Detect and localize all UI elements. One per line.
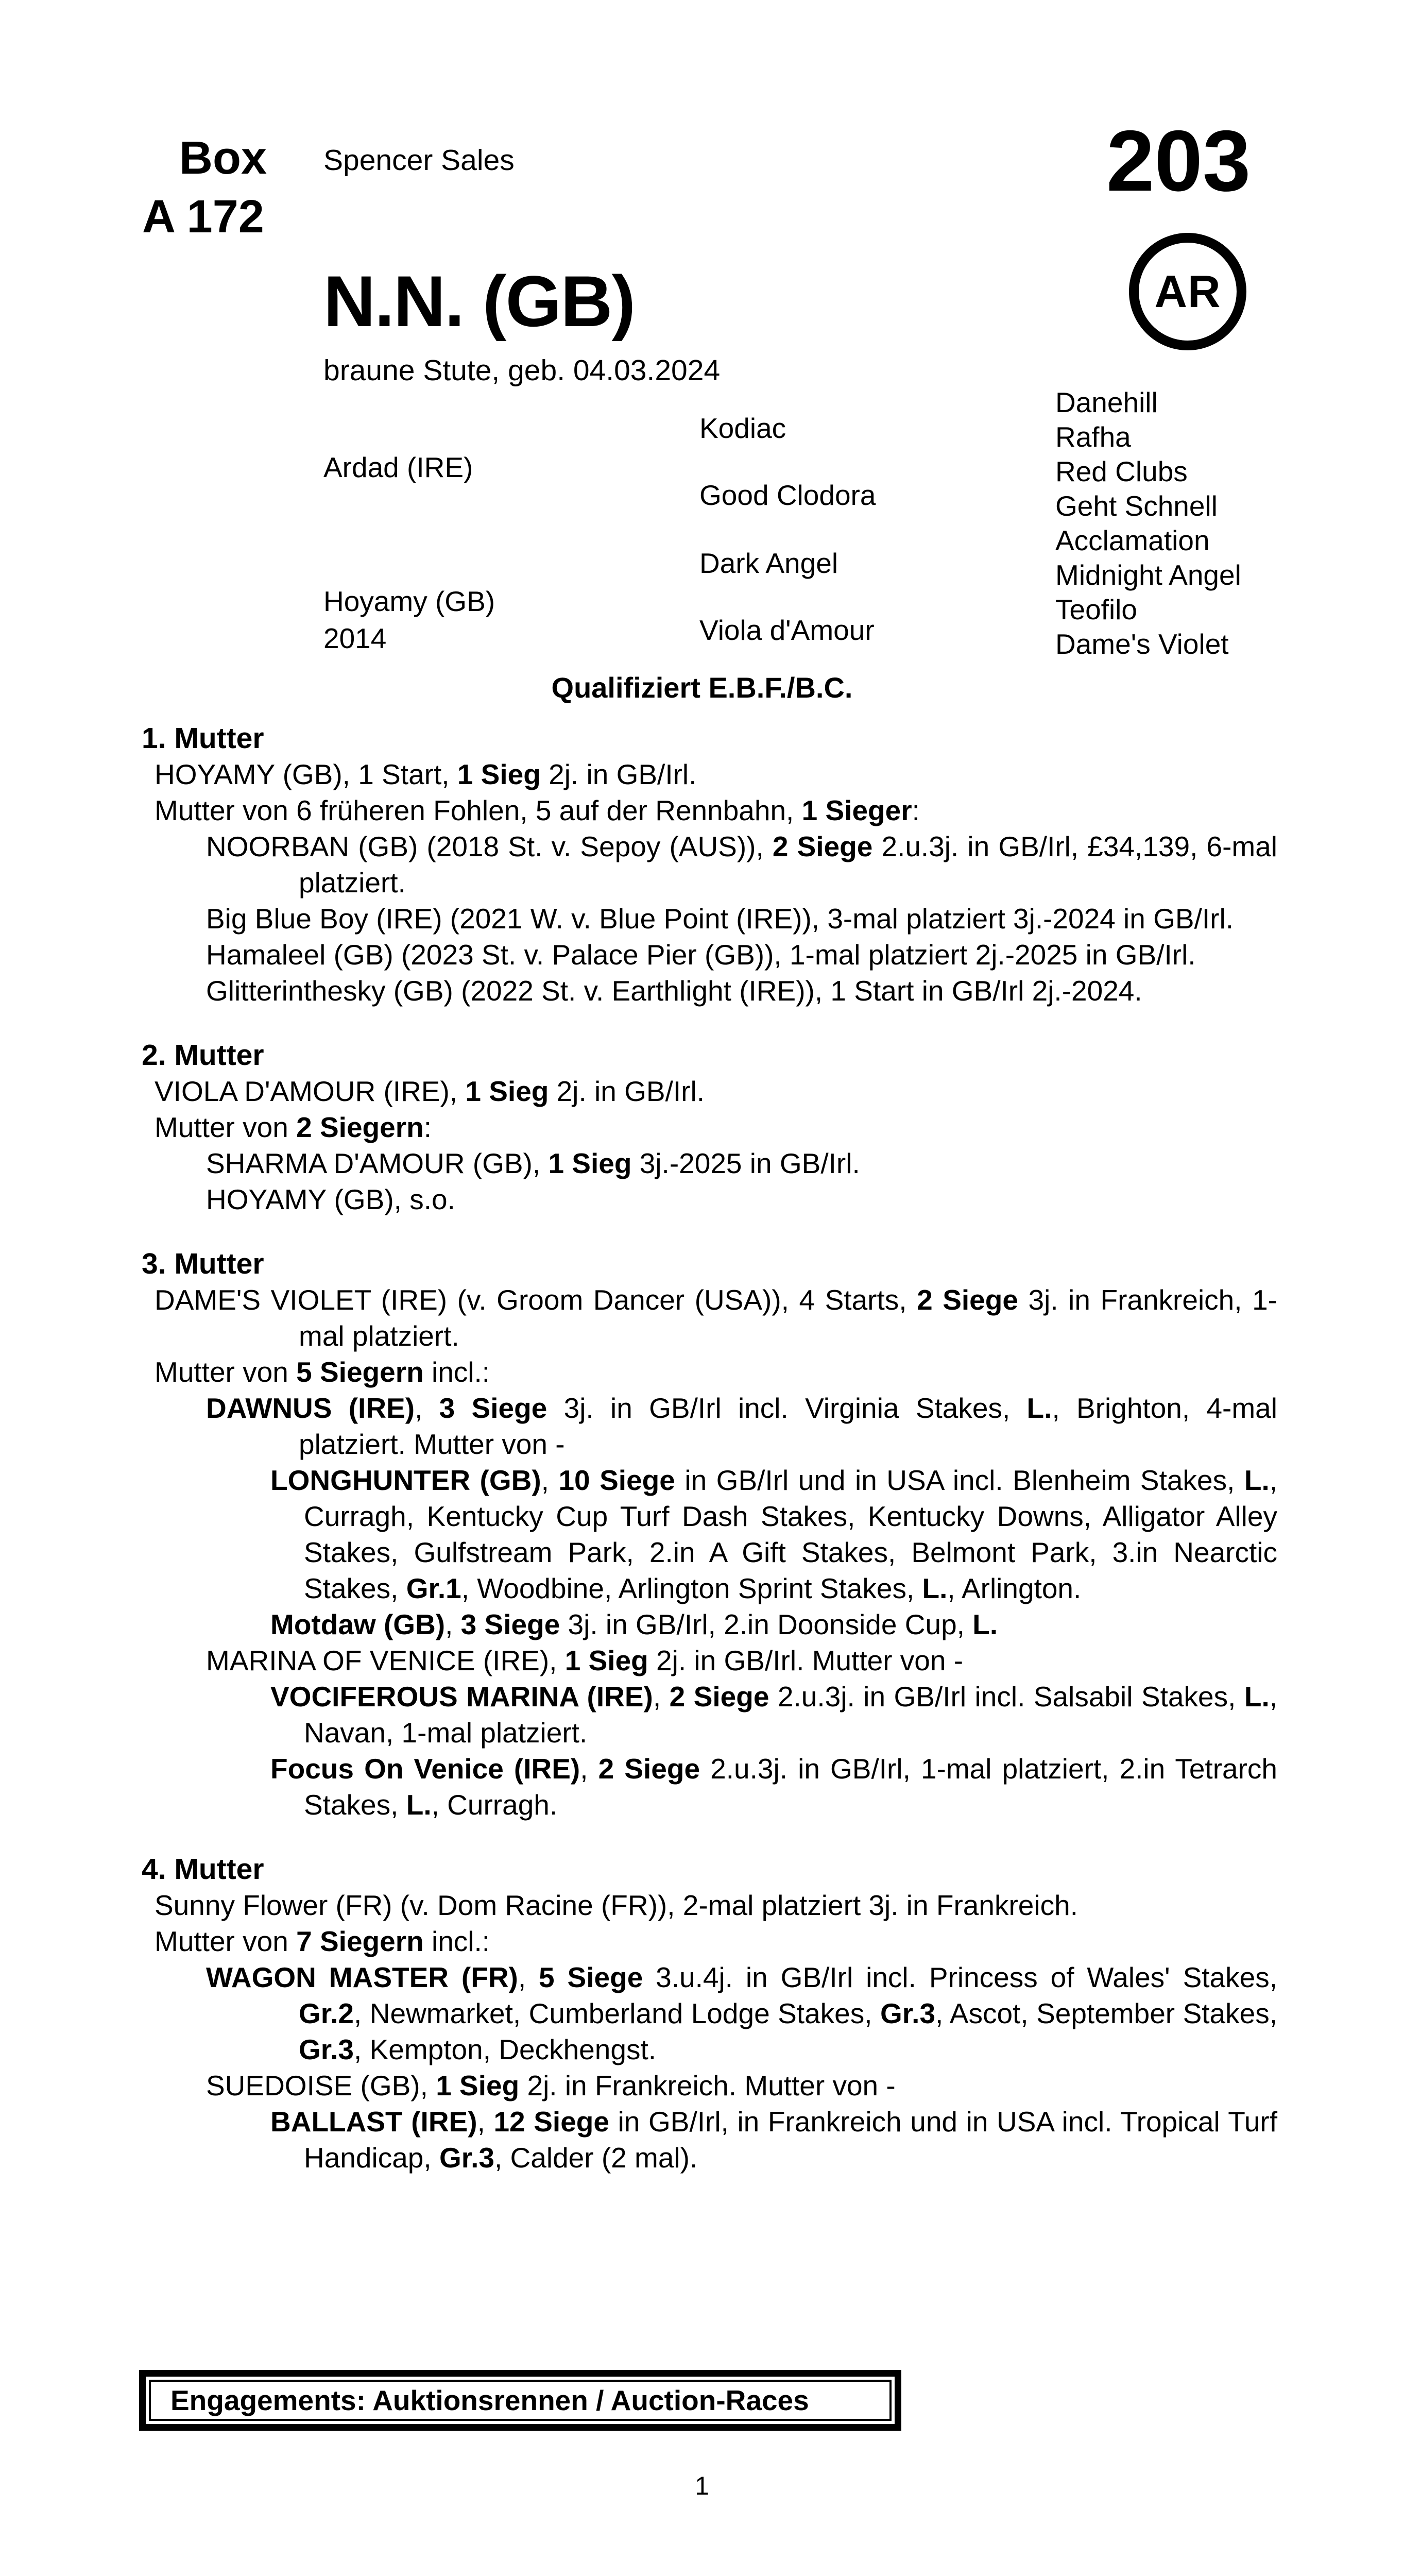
pedigree-paragraph: HOYAMY (GB), 1 Start, 1 Sieg 2j. in GB/Irl. bbox=[155, 758, 697, 790]
box-label: Box bbox=[179, 132, 267, 184]
horse-name: N.N. (GB) bbox=[323, 261, 635, 342]
pedigree-sire-dam: Good Clodora bbox=[699, 479, 876, 511]
pedigree-paragraph: Glitterinthesky (GB) (2022 St. v. Earthlight (IRE)), 1 Start in GB/Irl 2j.-2024. bbox=[206, 975, 1142, 1007]
consignor-name: Spencer Sales bbox=[323, 144, 515, 177]
lot-number: 203 bbox=[1106, 112, 1251, 209]
pedigree-sire: Ardad (IRE) bbox=[323, 451, 473, 483]
pedigree-paragraph: Motdaw (GB), 3 Siege 3j. in GB/Irl, 2.in Doonside Cup, L. bbox=[270, 1608, 998, 1640]
qualification-note: Qualifiziert E.B.F./B.C. bbox=[551, 671, 853, 704]
engagements-box-inner bbox=[149, 2380, 892, 2421]
pedigree-paragraph: Mutter von 7 Siegern incl.: bbox=[155, 1925, 490, 1957]
engagements-box bbox=[139, 2370, 901, 2431]
mutter-section-4 bbox=[142, 1851, 1277, 2176]
pedigree-paragraph: VOCIFEROUS MARINA (IRE), 2 Siege 2.u.3j. in GB/Irl incl. Salsabil Stakes, L., Navan, 1-mal platziert. bbox=[270, 1681, 1278, 1749]
pedigree-paragraph: Sunny Flower (FR) (v. Dom Racine (FR)), 2-mal platziert 3j. in Frankreich. bbox=[155, 1889, 1078, 1921]
pedigree-paragraph: Mutter von 5 Siegern incl.: bbox=[155, 1356, 490, 1388]
box-number: A 172 bbox=[142, 191, 264, 243]
pedigree-paragraph: NOORBAN (GB) (2018 St. v. Sepoy (AUS)), 2 Siege 2.u.3j. in GB/Irl, £34,139, 6-mal platziert. bbox=[206, 831, 1278, 899]
pedigree-ancestor: Danehill bbox=[1055, 386, 1158, 418]
section-heading: 2. Mutter bbox=[142, 1039, 264, 1072]
pedigree-dam: Hoyamy (GB) bbox=[323, 585, 495, 617]
pedigree-paragraph: SUEDOISE (GB), 1 Sieg 2j. in Frankreich. Mutter von - bbox=[206, 2070, 896, 2102]
pedigree-paragraph: Big Blue Boy (IRE) (2021 W. v. Blue Point (IRE)), 3-mal platziert 3j.-2024 in GB/Irl. bbox=[206, 903, 1234, 935]
dam-line-sections bbox=[142, 720, 1277, 2176]
pedigree-ancestor: Rafha bbox=[1055, 421, 1131, 453]
mutter-section-1 bbox=[142, 720, 1277, 1009]
pedigree-ancestor: Dame's Violet bbox=[1055, 628, 1229, 660]
pedigree-dam-sire: Dark Angel bbox=[699, 547, 838, 579]
pedigree-paragraph: HOYAMY (GB), s.o. bbox=[206, 1183, 455, 1215]
section-heading: 1. Mutter bbox=[142, 722, 264, 755]
pedigree-ancestor: Acclamation bbox=[1055, 524, 1210, 556]
pedigree-paragraph: VIOLA D'AMOUR (IRE), 1 Sieg 2j. in GB/Irl. bbox=[155, 1075, 705, 1107]
pedigree-paragraph: Focus On Venice (IRE), 2 Siege 2.u.3j. in GB/Irl, 1-mal platziert, 2.in Tetrarch Stakes, L., Curragh. bbox=[270, 1753, 1278, 1821]
pedigree-paragraph: SHARMA D'AMOUR (GB), 1 Sieg 3j.-2025 in GB/Irl. bbox=[206, 1147, 860, 1179]
pedigree-ancestor: Midnight Angel bbox=[1055, 559, 1241, 591]
pedigree-ancestor: Teofilo bbox=[1055, 594, 1137, 625]
pedigree-dam-dam: Viola d'Amour bbox=[699, 614, 875, 646]
ar-badge-icon bbox=[1129, 233, 1246, 350]
pedigree-paragraph: WAGON MASTER (FR), 5 Siege 3.u.4j. in GB/Irl incl. Princess of Wales' Stakes, Gr.2, Newmarket, Cumberland Lodge Stakes, Gr.3, Ascot, September Stakes, Gr.3, Kempton, Deckhengst. bbox=[206, 1961, 1277, 2065]
mutter-section-3 bbox=[142, 1246, 1277, 1823]
pedigree-paragraph: DAWNUS (IRE), 3 Siege 3j. in GB/Irl incl. Virginia Stakes, L., Brighton, 4-mal platziert. Mutter von - bbox=[206, 1392, 1277, 1460]
pedigree-paragraph: BALLAST (IRE), 12 Siege in GB/Irl, in Frankreich und in USA incl. Tropical Turf Handicap, Gr.3, Calder (2 mal). bbox=[270, 2106, 1278, 2174]
ar-badge-label: AR bbox=[1154, 266, 1221, 317]
pedigree-sire-sire: Kodiac bbox=[699, 412, 786, 444]
pedigree-paragraph: LONGHUNTER (GB), 10 Siege in GB/Irl und in USA incl. Blenheim Stakes, L., Curragh, Kentucky Cup Turf Dash Stakes, Kentucky Downs, Alligator Alley Stakes, Gulfstream Park, 2.in A Gift Stakes, Belmont Park, 3.in Nearctic Stakes, Gr.1, Woodbine, Arlington Sprint Stakes, L., Arlington. bbox=[270, 1464, 1278, 1604]
pedigree-paragraph: DAME'S VIOLET (IRE) (v. Groom Dancer (USA)), 4 Starts, 2 Siege 3j. in Frankreich, 1-mal platziert. bbox=[155, 1284, 1277, 1352]
engagements-label: Engagements: Auktionsrennen / Auction-Races bbox=[170, 2384, 809, 2416]
page-number: 1 bbox=[695, 2471, 709, 2500]
pedigree-paragraph: Mutter von 2 Siegern: bbox=[155, 1111, 432, 1143]
pedigree-ancestor: Red Clubs bbox=[1055, 455, 1188, 487]
mutter-section-2 bbox=[142, 1037, 1277, 1217]
pedigree-paragraph: MARINA OF VENICE (IRE), 1 Sieg 2j. in GB/Irl. Mutter von - bbox=[206, 1645, 964, 1676]
pedigree-paragraph: Mutter von 6 früheren Fohlen, 5 auf der Rennbahn, 1 Sieger: bbox=[155, 794, 920, 826]
pedigree-paragraph: Hamaleel (GB) (2023 St. v. Palace Pier (GB)), 1-mal platziert 2j.-2025 in GB/Irl. bbox=[206, 939, 1196, 971]
section-heading: 4. Mutter bbox=[142, 1853, 264, 1886]
horse-details: braune Stute, geb. 04.03.2024 bbox=[323, 354, 721, 387]
pedigree-ancestor: Geht Schnell bbox=[1055, 490, 1218, 522]
section-heading: 3. Mutter bbox=[142, 1247, 264, 1280]
pedigree-dam-year: 2014 bbox=[323, 622, 387, 654]
pedigree-generation-3 bbox=[1055, 385, 1241, 662]
